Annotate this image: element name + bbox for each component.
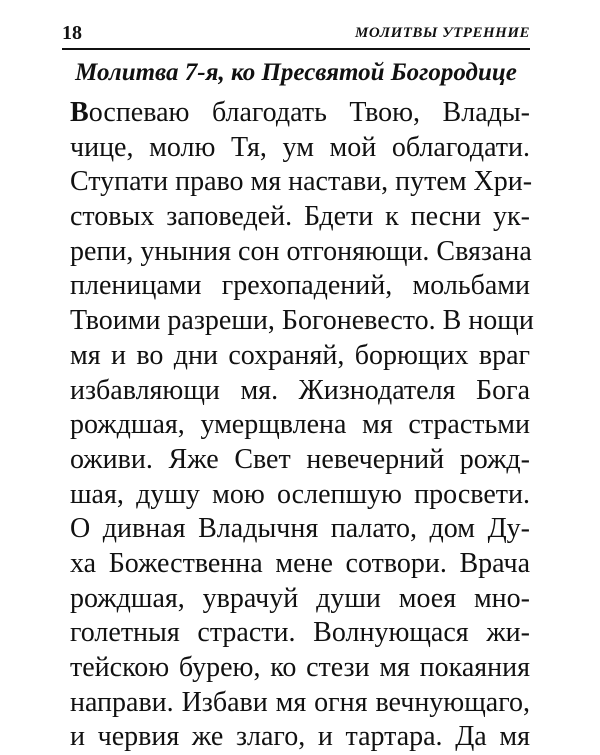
text-line: и червия же злаго, и тартара. Да мя: [70, 721, 530, 753]
text-line: мя и во дни сохраняй, борющих враг: [70, 339, 530, 371]
running-header: [62, 20, 530, 46]
prayer-text: [70, 96, 534, 755]
text-line: Ступати право мя настави, путем Хри-: [70, 166, 533, 198]
text-line: пленицами грехопадений, мольбами: [70, 270, 530, 302]
text-line: оживи. Яже Свет невечерний рожд-: [70, 443, 530, 475]
text-line: репи, уныния сон отгоняющи. Связана: [70, 235, 532, 267]
text-line: рождшая, умерщвлена мя страстьми: [70, 409, 530, 441]
text-line: рождшая, уврачуй души моея мно-: [70, 582, 530, 614]
text-line: Твоими разреши, Богоневесто. В нощи: [70, 305, 534, 337]
header-rule: [62, 48, 530, 50]
page-number: 18: [62, 22, 82, 44]
text-line: шая, душу мою ослепшую просвети.: [70, 478, 530, 510]
text-line: тейскою бурею, ко стези мя покаяния: [70, 652, 530, 683]
text-line: чице, молю Тя, ум мой облагодати.: [70, 131, 530, 163]
text-line: стовых заповедей. Бдети к песни ук-: [70, 201, 530, 233]
text-line: О дивная Владычня палато, дом Ду-: [70, 513, 530, 545]
text-line: ха Божественна мене сотвори. Врача: [70, 547, 530, 579]
prayer-title: Молитва 7-я, ко Пресвятой Богородице: [75, 59, 517, 86]
text-line-content: оспеваю благодать Твою, Влады-: [88, 97, 530, 128]
text-line: избавляющи мя. Жизнодателя Бога: [70, 374, 530, 406]
drop-initial: В: [70, 97, 89, 128]
text-line: голетныя страсти. Волнующася жи-: [70, 617, 530, 649]
text-line: направи. Избави мя огня вечнующаго,: [70, 686, 530, 718]
section-title: МОЛИТВЫ УТРЕННИЕ: [355, 25, 530, 41]
text-line: [70, 96, 530, 131]
